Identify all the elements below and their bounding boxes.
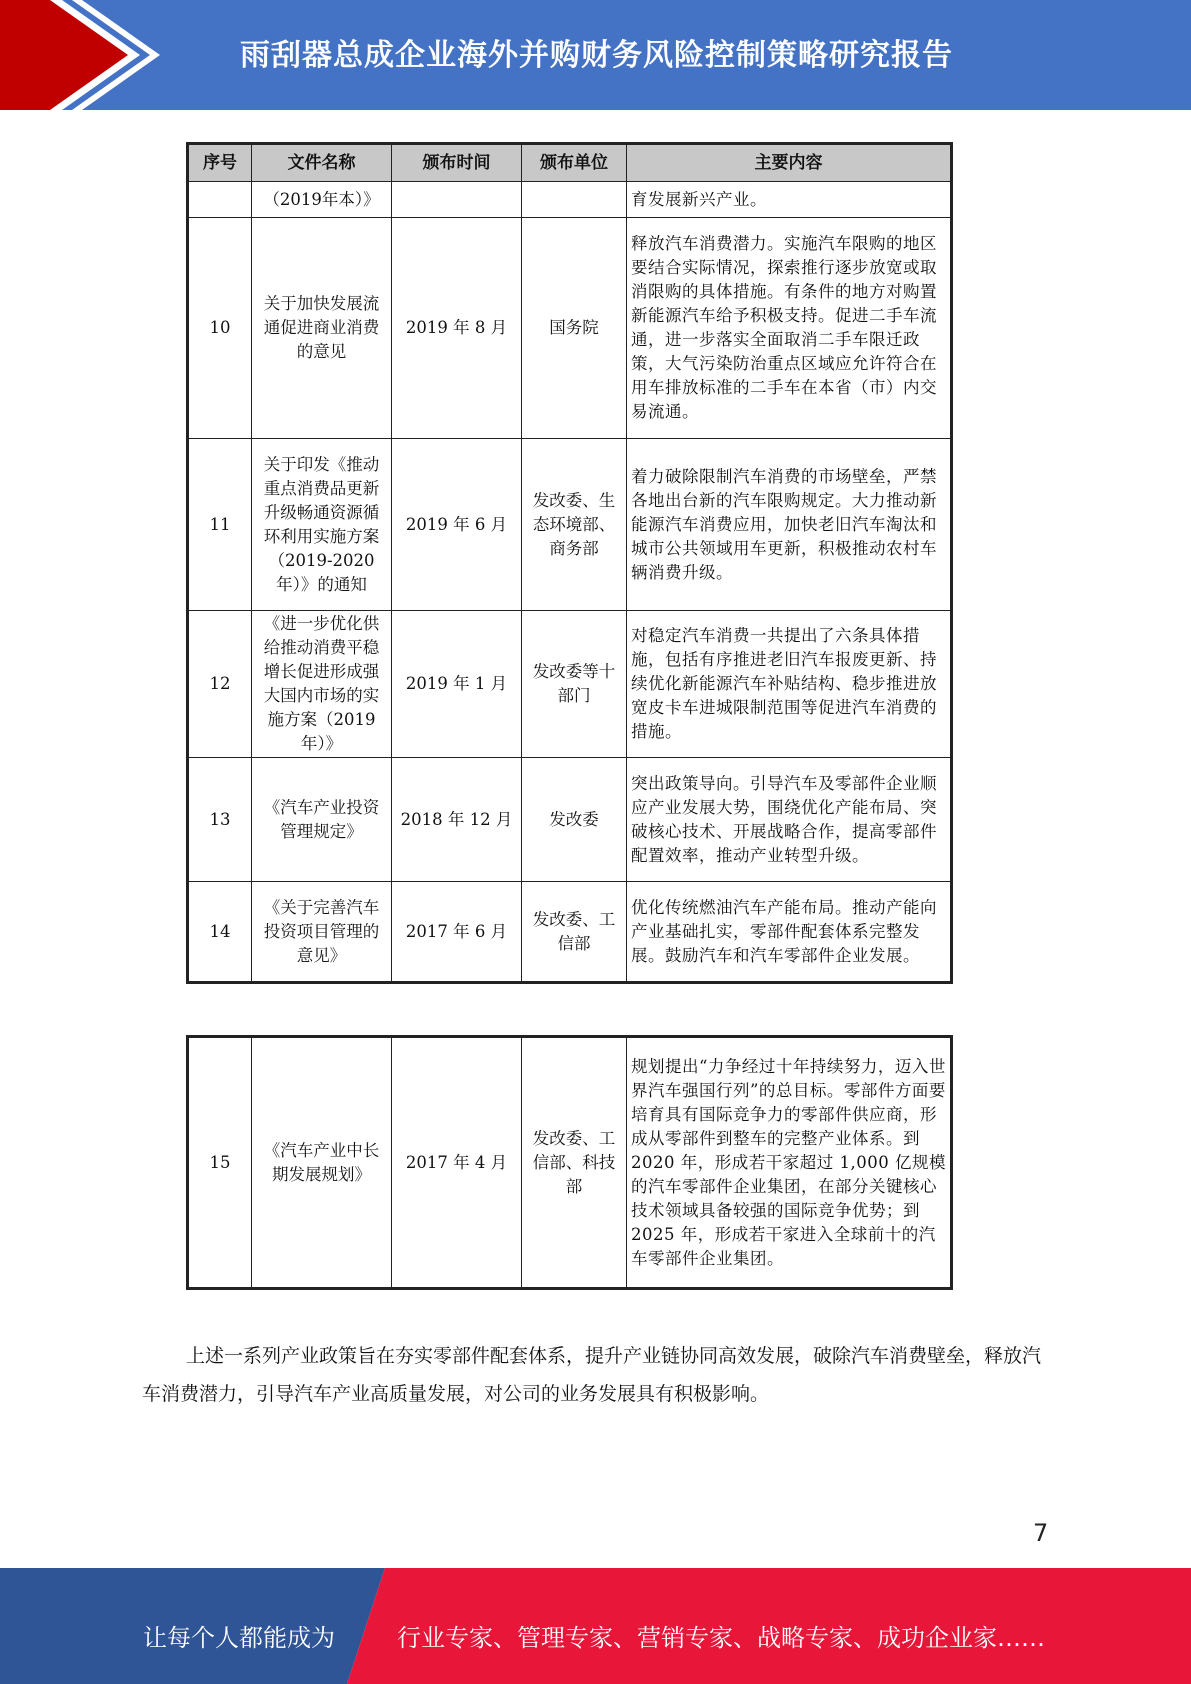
- cell-content: 规划提出“力争经过十年持续努力，迈入世界汽车强国行列”的总目标。零部件方面要培育具有国际竞争力的零部件供应商，形成从零部件到整车的完整产业体系。到 2020 年，形成若干家超过 1,000 亿规模的汽车零部件企业集团，在部分关键核心技术领域具备较强的国际竞争优势；到 2025 年，形成若干家进入全球前十的汽车零部件企业集团。: [627, 1038, 951, 1288]
- cell-date: 2019 年 6 月: [392, 439, 522, 611]
- table-row: [189, 439, 951, 611]
- policy-table: [188, 144, 951, 982]
- table-row: [189, 1038, 951, 1288]
- page-header: [0, 0, 1191, 110]
- cell-content: 释放汽车消费潜力。实施汽车限购的地区要结合实际情况，探索推行逐步放宽或取消限购的具体措施。有条件的地方对购置新能源汽车给予积极支持。促进二手车流通，进一步落实全面取消二手车限迁政策，大气污染防治重点区域应允许符合在用车排放标准的二手车在本省（市）内交易流通。: [627, 218, 951, 439]
- cell-date: 2019 年 1 月: [392, 611, 522, 758]
- cell-content: 着力破除限制汽车消费的市场壁垒，严禁各地出台新的汽车限购规定。大力推动新能源汽车消费应用，加快老旧汽车淘汰和城市公共领域用车更新，积极推动农村车辆消费升级。: [627, 439, 951, 611]
- column-header-org: 颁布单位: [522, 145, 627, 182]
- cell-name: 《进一步优化供给推动消费平稳增长促进形成强大国内市场的实施方案（2019年）》: [252, 611, 392, 758]
- cell-name: 《关于完善汽车投资项目管理的意见》: [252, 882, 392, 982]
- cell-no: 11: [189, 439, 252, 611]
- cell-no: [189, 182, 252, 218]
- summary-paragraph: 上述一系列产业政策旨在夯实零部件配套体系，提升产业链协同高效发展，破除汽车消费壁垒，释放汽车消费潜力，引导汽车产业高质量发展，对公司的业务发展具有积极影响。: [142, 1345, 1042, 1405]
- cell-content: 突出政策导向。引导汽车及零部件企业顺应产业发展大势，围绕优化产能布局、突破核心技术、开展战略合作，提高零部件配置效率，推动产业转型升级。: [627, 758, 951, 882]
- cell-name: 《汽车产业投资管理规定》: [252, 758, 392, 882]
- table-row: [189, 882, 951, 982]
- cell-org: 发改委、工信部: [522, 882, 627, 982]
- column-header-no: 序号: [189, 145, 252, 182]
- footer-slogan-left: 让每个人都能成为: [143, 1624, 335, 1652]
- cell-content: 育发展新兴产业。: [627, 182, 951, 218]
- report-title: 雨刮器总成企业海外并购财务风险控制策略研究报告: [240, 38, 953, 73]
- page-number: 7: [1033, 1519, 1049, 1547]
- cell-org: [522, 182, 627, 218]
- cell-date: [392, 182, 522, 218]
- cell-org: 发改委: [522, 758, 627, 882]
- cell-org: 发改委、工信部、科技部: [522, 1038, 627, 1288]
- cell-org: 发改委等十部门: [522, 611, 627, 758]
- cell-content: 优化传统燃油汽车产能布局。推动产能向产业基础扎实，零部件配套体系完整发展。鼓励汽车和汽车零部件企业发展。: [627, 882, 951, 982]
- cell-date: 2019 年 8 月: [392, 218, 522, 439]
- column-header-content: 主要内容: [627, 145, 951, 182]
- column-header-name: 文件名称: [252, 145, 392, 182]
- cell-date: 2018 年 12 月: [392, 758, 522, 882]
- cell-date: 2017 年 4 月: [392, 1038, 522, 1288]
- page-footer: [0, 1568, 1191, 1684]
- cell-no: 12: [189, 611, 252, 758]
- table-header-row: [189, 145, 951, 182]
- cell-name: 关于印发《推动重点消费品更新升级畅通资源循环利用实施方案（2019-2020年）》的通知: [252, 439, 392, 611]
- cell-date: 2017 年 6 月: [392, 882, 522, 982]
- table-row: [189, 611, 951, 758]
- cell-name: 关于加快发展流通促进商业消费的意见: [252, 218, 392, 439]
- footer-slogan-right: 行业专家、管理专家、营销专家、战略专家、成功企业家……: [397, 1624, 1045, 1652]
- cell-org: 国务院: [522, 218, 627, 439]
- cell-no: 10: [189, 218, 252, 439]
- cell-name: （2019年本）》: [252, 182, 392, 218]
- cell-no: 13: [189, 758, 252, 882]
- column-header-date: 颁布时间: [392, 145, 522, 182]
- table-row: [189, 758, 951, 882]
- cell-content: 对稳定汽车消费一共提出了六条具体措施，包括有序推进老旧汽车报废更新、持续优化新能源汽车补贴结构、稳步推进放宽皮卡车进城限制范围等促进汽车消费的措施。: [627, 611, 951, 758]
- cell-org: 发改委、生态环境部、商务部: [522, 439, 627, 611]
- cell-no: 14: [189, 882, 252, 982]
- policy-table-continued: [188, 1037, 951, 1288]
- header-chevron-decoration: [0, 0, 160, 110]
- cell-no: 15: [189, 1038, 252, 1288]
- table-row-continuation: [189, 182, 951, 218]
- cell-name: 《汽车产业中长期发展规划》: [252, 1038, 392, 1288]
- table-row: [189, 218, 951, 439]
